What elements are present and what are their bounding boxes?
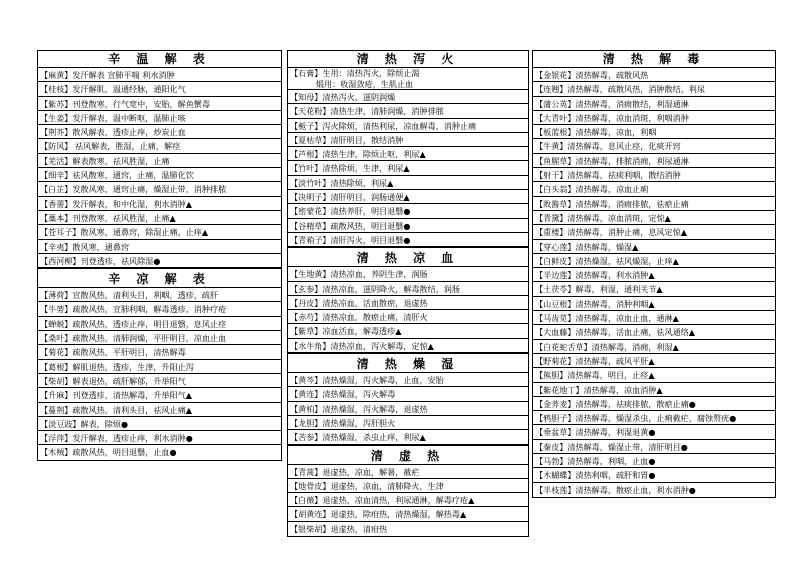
herb-row: 【马勃】清热解毒，利咽，止血● [533,454,775,468]
herb-row: 【西河柳】刊登透疹，祛风除湿● [38,254,281,268]
herb-row: 【苦参】清热燥湿，杀虫止痒，利尿▲ [288,430,528,444]
herb-row: 【紫苏】刊登散寒，行气宽中，安胎，解鱼蟹毒 [38,97,281,111]
herb-row: 【桂枝】发汗解肌，温通经脉，通阳化气 [38,82,281,96]
herb-row: 【鱼腥草】清热解毒，排脓消痈，利尿通淋 [533,154,775,168]
herb-row: 【土茯苓】解毒，利湿，通利关节▲ [533,282,775,296]
herb-row: 【秦皮】清热解毒，燥湿止带，清肝明目● [533,440,775,454]
herb-row: 【青黛】清热解毒，凉血消斑，定惊▲ [533,211,775,225]
herb-row: 【荆芥】散风解表，透疹止痒，炒炭止血 [38,125,281,139]
herb-row: 【射干】清热解毒，祛痰利咽，散结消肿 [533,168,775,182]
herb-row: 【生地黄】清热凉血，养阴生津，润肠 [288,267,528,281]
herb-row: 【蒲公英】清热解毒，消痈散结，利湿通淋 [533,97,775,111]
herb-row: 【羌活】解表散寒，祛风胜湿，止痛 [38,154,281,168]
herb-row: 【半枝莲】清热解毒，散瘀止血，利水消肿● [535,484,696,495]
herb-row: 【白鲜皮】清热燥湿，祛风燥湿，止痒▲ [533,254,775,268]
herb-row: 【菊花】疏散风热，平肝明目，清热解毒 [38,345,281,359]
column-3 [532,50,776,498]
herb-row: 【柴胡】解表退热，疏肝解郁，升举阳气 [38,374,281,388]
herb-row: 【辛夷】散风寒，通鼻窍 [38,240,281,254]
herb-row [288,68,528,90]
herb-row: 【野菊花】清热解毒，疏风平肝▲ [533,354,775,368]
herb-row: 【防风】 祛风解表，胜湿，止痛，解痉 [38,139,281,153]
herb-row: 【淡豆豉】解表，除烦● [38,417,281,431]
herb-row: 【木蝴蝶】清热利咽，疏肝和胃● [533,468,775,482]
herb-row: 【天花粉】清热生津，清肺润燥，消肿排脓 [288,104,528,118]
herb-row: 【半边莲】清热解毒，利水消肿▲ [533,268,775,282]
herb-row: 【白花蛇舌草】清热解毒，消痈，利湿▲ [533,340,775,354]
herb-row: 【葛根】解肌退热，透疹，生津，升阳止泻 [38,360,281,374]
herb-row: 【藁本】刊登散寒，祛风胜湿，止痛▲ [38,211,281,225]
herb-row-line-1: 【石膏】生用：清热泻火，除烦止渴 [290,68,420,78]
herb-row: 【淡竹叶】清热除烦，利尿▲ [288,176,528,190]
herb-row: 【牛黄】清热解毒，息风止痉，化痰开窍 [533,139,775,153]
herb-row: 【青葙子】清肝泻火，明目退翳● [288,233,528,247]
herb-row: 【鸦胆子】清热解毒，燥湿杀虫，止痢截疟，腐蚀赘疣● [533,411,775,425]
herb-row: 【白芷】发散风寒，通窍止痛，燥湿止带，消肿排脓 [38,182,281,196]
herb-row: 【黄芩】清热燥湿，泻火解毒，止血，安胎 [288,373,528,387]
herb-row: 【知母】清热泻火，滋阴润燥 [288,90,528,104]
section-header: 清 热 泻 火 [288,51,528,68]
herb-row: 【板蓝根】清热解毒，凉血，利咽 [533,125,775,139]
herb-row: 【苍耳子】散风寒，通鼻窍，除湿止痛，止痒▲ [38,225,281,239]
herb-row: 【蝉蜕】疏散风热，透疹止痒，明目退翳，息风止痉 [38,317,281,331]
section-header: 清 虚 热 [288,445,528,465]
herb-row: 【垂盆草】清热解毒，利湿退黄● [533,425,775,439]
herb-row: 【龙胆】清热燥湿，泻肝胆火 [288,416,528,430]
herb-row: 【紫草】凉血活血，解毒透疹▲ [288,324,528,338]
herb-row: 【决明子】清肝明目，润肠通便▲ [288,190,528,204]
herb-row: 【金银花】清热解毒，疏散风热 [533,68,775,82]
herb-row-line-2: 煅用：收湿敛疮，生肌止血 [316,79,414,89]
column-2 [287,50,529,537]
herb-row: 【白头翁】清热解毒，凉血止痢 [533,182,775,196]
herb-row: 【栀子】泻火除烦，清热利尿，凉血解毒，消肿止痛 [288,119,528,133]
section-header: 辛 温 解 表 [38,51,281,68]
herb-row: 【玄参】清热凉血，滋阴降火，解毒散结，润肠 [288,282,528,296]
column-1 [37,50,282,461]
herb-row: 【大青叶】清热解毒，凉血消斑，利咽消肿 [533,111,775,125]
herb-row: 【青蒿】退虚热，凉血，解暑，截疟 [288,465,528,479]
herb-row: 【升麻】刊登透疹，清热解毒，升举阳气▲ [38,388,281,402]
herb-row: 【败酱草】清热解毒，消痈排脓，祛瘀止痛 [533,197,775,211]
section-header: 清 热 凉 血 [288,247,528,267]
herb-row: 【连翘】清热解毒，疏散风热，消肿散结，利尿 [533,82,775,96]
herb-row: 【黄柏】清热燥湿，泻火解毒，退虚热 [288,402,528,416]
herb-row: 【生姜】发汗解表，温中断呕，温肺止咳 [38,111,281,125]
herb-row: 【麻黄】发汗解表 宣肺平喘 利水消肿 [38,68,281,82]
herb-row: 【桑叶】疏散风热，清肺润燥，平肝明目，凉血止血 [38,331,281,345]
section-header: 辛 凉 解 表 [38,268,281,288]
herb-row: 【水牛角】清热凉血，泻火解毒，定惊▲ [288,339,528,353]
herb-row: 【山豆根】清热解毒，消肿利咽▲ [533,297,775,311]
herb-row: 【马齿苋】清热解毒，凉血止血，通淋▲ [533,311,775,325]
herb-row: 【木贼】疏散风热，明目退翳，止血● [40,447,177,458]
herb-row: 【银柴胡】退虚热，清疳热 [290,523,388,534]
herb-row: 【紫花地丁】清热解毒，凉血消肿▲ [533,383,775,397]
herb-row: 【蔓荆】疏散风热，清利头目，祛风止痛▲ [38,403,281,417]
herb-row: 【熊胆】清热解毒，明目，止痉▲ [533,368,775,382]
section-header: 清 热 燥 湿 [288,353,528,373]
herb-row: 【丹皮】清热凉血，活血散瘀，退虚热 [288,296,528,310]
herb-row: 【竹叶】清热除烦，生津，利尿▲ [288,161,528,175]
herb-row: 【黄连】清热燥湿，泻火解毒 [288,387,528,401]
herb-row: 【金荞麦】清热解毒，祛痰排脓，散瘀止痛● [533,397,775,411]
herb-row: 【地骨皮】退虚热，凉血，清肺降火，生津 [288,479,528,493]
herb-row: 【白薇】退虚热，凉血清热，利尿通淋，解毒疗疮▲ [288,493,528,507]
herb-row: 【胡黄连】退虚热，除疳热，清热燥湿，解热毒▲ [288,507,528,521]
herb-row: 【细辛】祛风散寒，通窍，止痛，温肺化饮 [38,168,281,182]
herb-row: 【浮萍】发汗解表，透疹止痒，利水消肿● [38,431,281,445]
herb-row: 【密蒙花】清热养肝，明目退翳● [288,204,528,218]
section-header: 清 热 解 毒 [533,51,775,68]
herb-row: 【牛蒡】疏散风热，宣肺利咽，解毒透疹，消肿疗疮 [38,302,281,316]
herb-row: 【香薷】发汗解表，和中化湿，利水消肿▲ [38,197,281,211]
herb-row: 【赤芍】清热凉血，散瘀止痛，清肝火 [288,310,528,324]
herb-row: 【芦根】清热生津，除烦止呕，利尿▲ [288,147,528,161]
herb-row: 【穿心莲】清热解毒，燥湿▲ [533,240,775,254]
herb-row: 【夏枯草】清肝明目，散结消肿 [288,133,528,147]
herb-row: 【大血藤】清热解毒，活血止痛，祛风通络▲ [533,325,775,339]
herb-row: 【重楼】清热解毒，消肿止痛，息风定惊▲ [533,225,775,239]
herb-row: 【薄荷】宣散风热，清利头目，利咽，透疹，疏肝 [38,288,281,302]
herb-row: 【谷精草】疏散风热，明目退翳● [288,219,528,233]
